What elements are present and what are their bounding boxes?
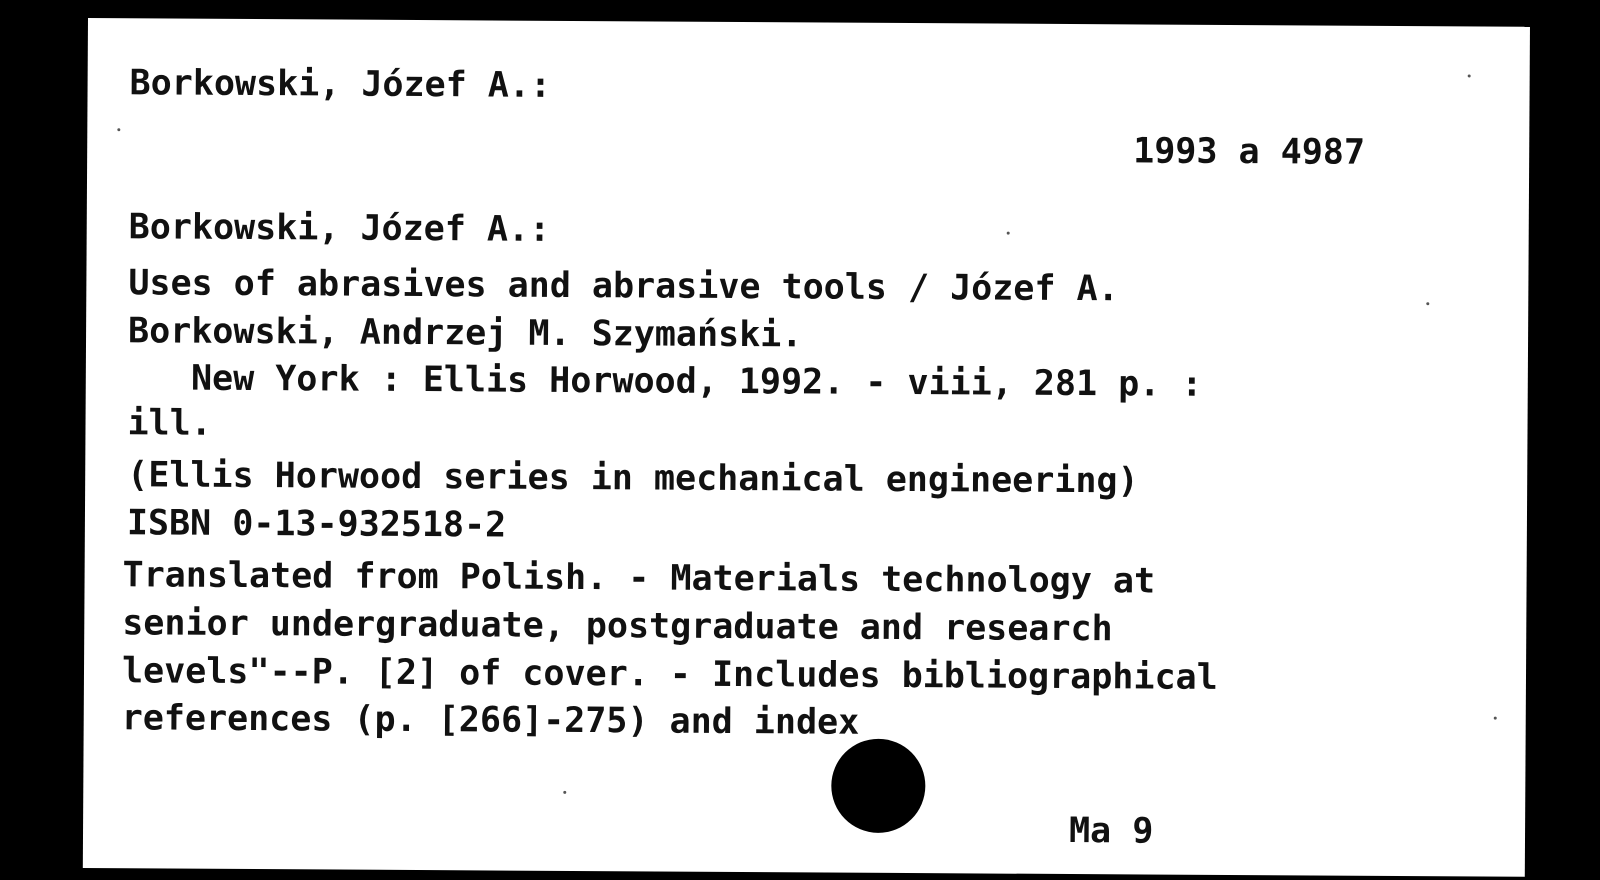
scan-speck (1468, 74, 1471, 77)
scan-speck (1007, 232, 1010, 235)
notes-line-1: Translated from Polish. - Materials technology at (122, 555, 1156, 602)
title-line-1: Uses of abrasives and abrasive tools / Józef A. (128, 263, 1119, 310)
scan-speck (1426, 302, 1429, 305)
scan-speck (1494, 717, 1497, 720)
notes-line-2: senior undergraduate, postgraduate and research (122, 603, 1113, 650)
call-number: 1993 a 4987 (1133, 131, 1366, 173)
scan-speck (117, 128, 120, 131)
isbn: ISBN 0-13-932518-2 (126, 503, 507, 546)
series-statement: (Ellis Horwood series in mechanical engineering) (127, 455, 1139, 502)
location-code: Ma 9 (1068, 811, 1154, 852)
catalog-card (83, 18, 1530, 877)
notes-line-4: references (p. [266]-275) and index (121, 698, 860, 743)
heading-author: Borkowski, Józef A.: (129, 63, 552, 106)
scan-speck (563, 791, 566, 794)
punch-hole (831, 739, 926, 834)
imprint-line-1: New York : Ellis Horwood, 1992. - viii, 281 p. : (127, 358, 1203, 405)
imprint-line-2: ill. (127, 403, 212, 444)
main-entry-author: Borkowski, Józef A.: (128, 207, 551, 250)
title-line-2: Borkowski, Andrzej M. Szymański. (127, 311, 803, 356)
notes-line-3: levels"--P. [2] of cover. - Includes bibliographical (121, 651, 1218, 698)
